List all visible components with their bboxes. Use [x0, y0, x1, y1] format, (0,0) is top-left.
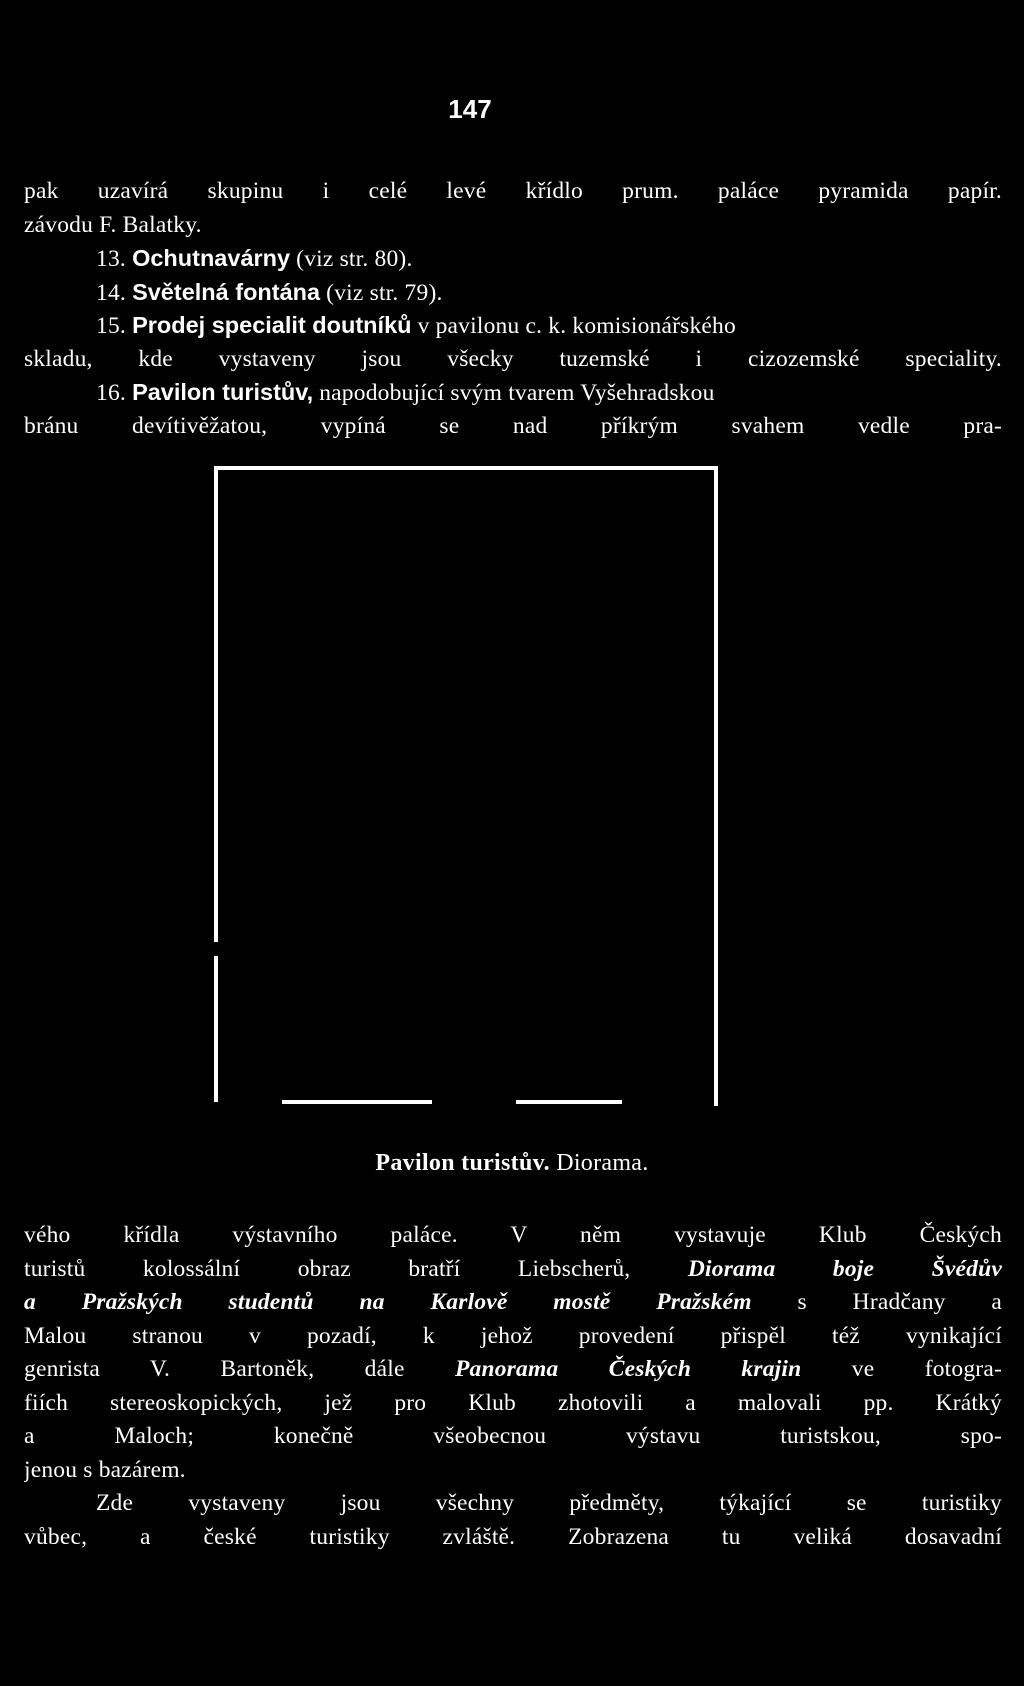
text-line: závodu F. Balatky. [24, 211, 202, 238]
text-line: Malou stranou v pozadí, k jehož provedení přispěl též vynikající [24, 1322, 1002, 1349]
caption-subtitle: Diorama. [549, 1150, 649, 1176]
item-number: 15. [96, 313, 126, 339]
frame-border-gap [214, 942, 218, 956]
item-heading: Prodej specialit doutníků [132, 312, 412, 338]
text-fragment: ve fotogra- [801, 1356, 1002, 1382]
artwork-title: Panorama Českých krajin [454, 1356, 802, 1382]
text-line: Zde vystaveny jsou všechny předměty, týkající se turistiky [96, 1490, 1002, 1516]
frame-border-left [214, 466, 218, 1102]
item-number: 14. [96, 279, 126, 306]
text-line: pak uzavírá skupinu i celé levé křídlo prum. paláce pyramida papír. [24, 178, 1002, 204]
text-top-block [24, 175, 1002, 443]
text-body-block [24, 1219, 1002, 1554]
illustration-image [218, 470, 714, 1102]
item-text: (viz str. 79). [320, 279, 443, 306]
item-text: napodobující svým tvarem Vyšehradskou [313, 380, 715, 406]
caption-title: Pavilon turistův. [375, 1150, 550, 1176]
artwork-title: a Pražských studentů na Karlově mostě Pražském [24, 1289, 752, 1315]
item-heading: Pavilon turistův, [132, 379, 314, 405]
illustration-frame [214, 466, 718, 1106]
text-line: vého křídla výstavního paláce. V něm vystavuje Klub Českých [24, 1222, 1002, 1248]
frame-border-bottom-segment [516, 1100, 622, 1104]
text-line: a Maloch; konečně všeobecnou výstavu turistskou, spo- [24, 1423, 1002, 1449]
item-text: (viz str. 80). [290, 246, 413, 272]
artwork-title: Diorama boje Švédův [687, 1255, 1002, 1282]
list-item-16-continuation: bránu devítivěžatou, vypíná se nad příkrým svahem vedle pra- [24, 412, 1002, 439]
text-line: fiích stereoskopických, jež pro Klub zhotovili a malovali pp. Krátký [24, 1389, 1002, 1416]
text-line [24, 1353, 1002, 1387]
page-number: 147 [448, 94, 492, 124]
text-line [24, 1286, 1002, 1320]
frame-border-top [214, 466, 718, 470]
text-line: jenou s bazárem. [24, 1456, 186, 1483]
text-fragment: s Hradčany a [751, 1289, 1002, 1315]
item-text: v pavilonu c. k. komisionářského [411, 313, 736, 339]
figure-caption [0, 1150, 1024, 1177]
item-number: 16. [96, 380, 126, 406]
list-item-14 [24, 276, 1002, 310]
text-fragment: turistů kolossální obraz bratří Liebscherů, [24, 1255, 631, 1282]
list-item-16 [24, 376, 1002, 410]
list-item-13 [24, 242, 1002, 276]
item-heading: Ochutnavárny [132, 245, 291, 271]
item-number: 13. [96, 246, 126, 272]
item-heading: Světelná fontána [132, 278, 321, 305]
list-item-15 [24, 309, 1002, 343]
list-item-15-continuation: skladu, kde vystaveny jsou všecky tuzemské i cizozemské speciality. [24, 345, 1002, 372]
frame-border-right [714, 466, 718, 1106]
text-line [24, 1253, 1002, 1287]
text-line: vůbec, a české turistiky zvláště. Zobrazena tu veliká dosavadní [24, 1523, 1002, 1550]
text-fragment: genrista V. Bartoněk, dále [24, 1356, 455, 1382]
frame-border-bottom-segment [282, 1100, 432, 1104]
